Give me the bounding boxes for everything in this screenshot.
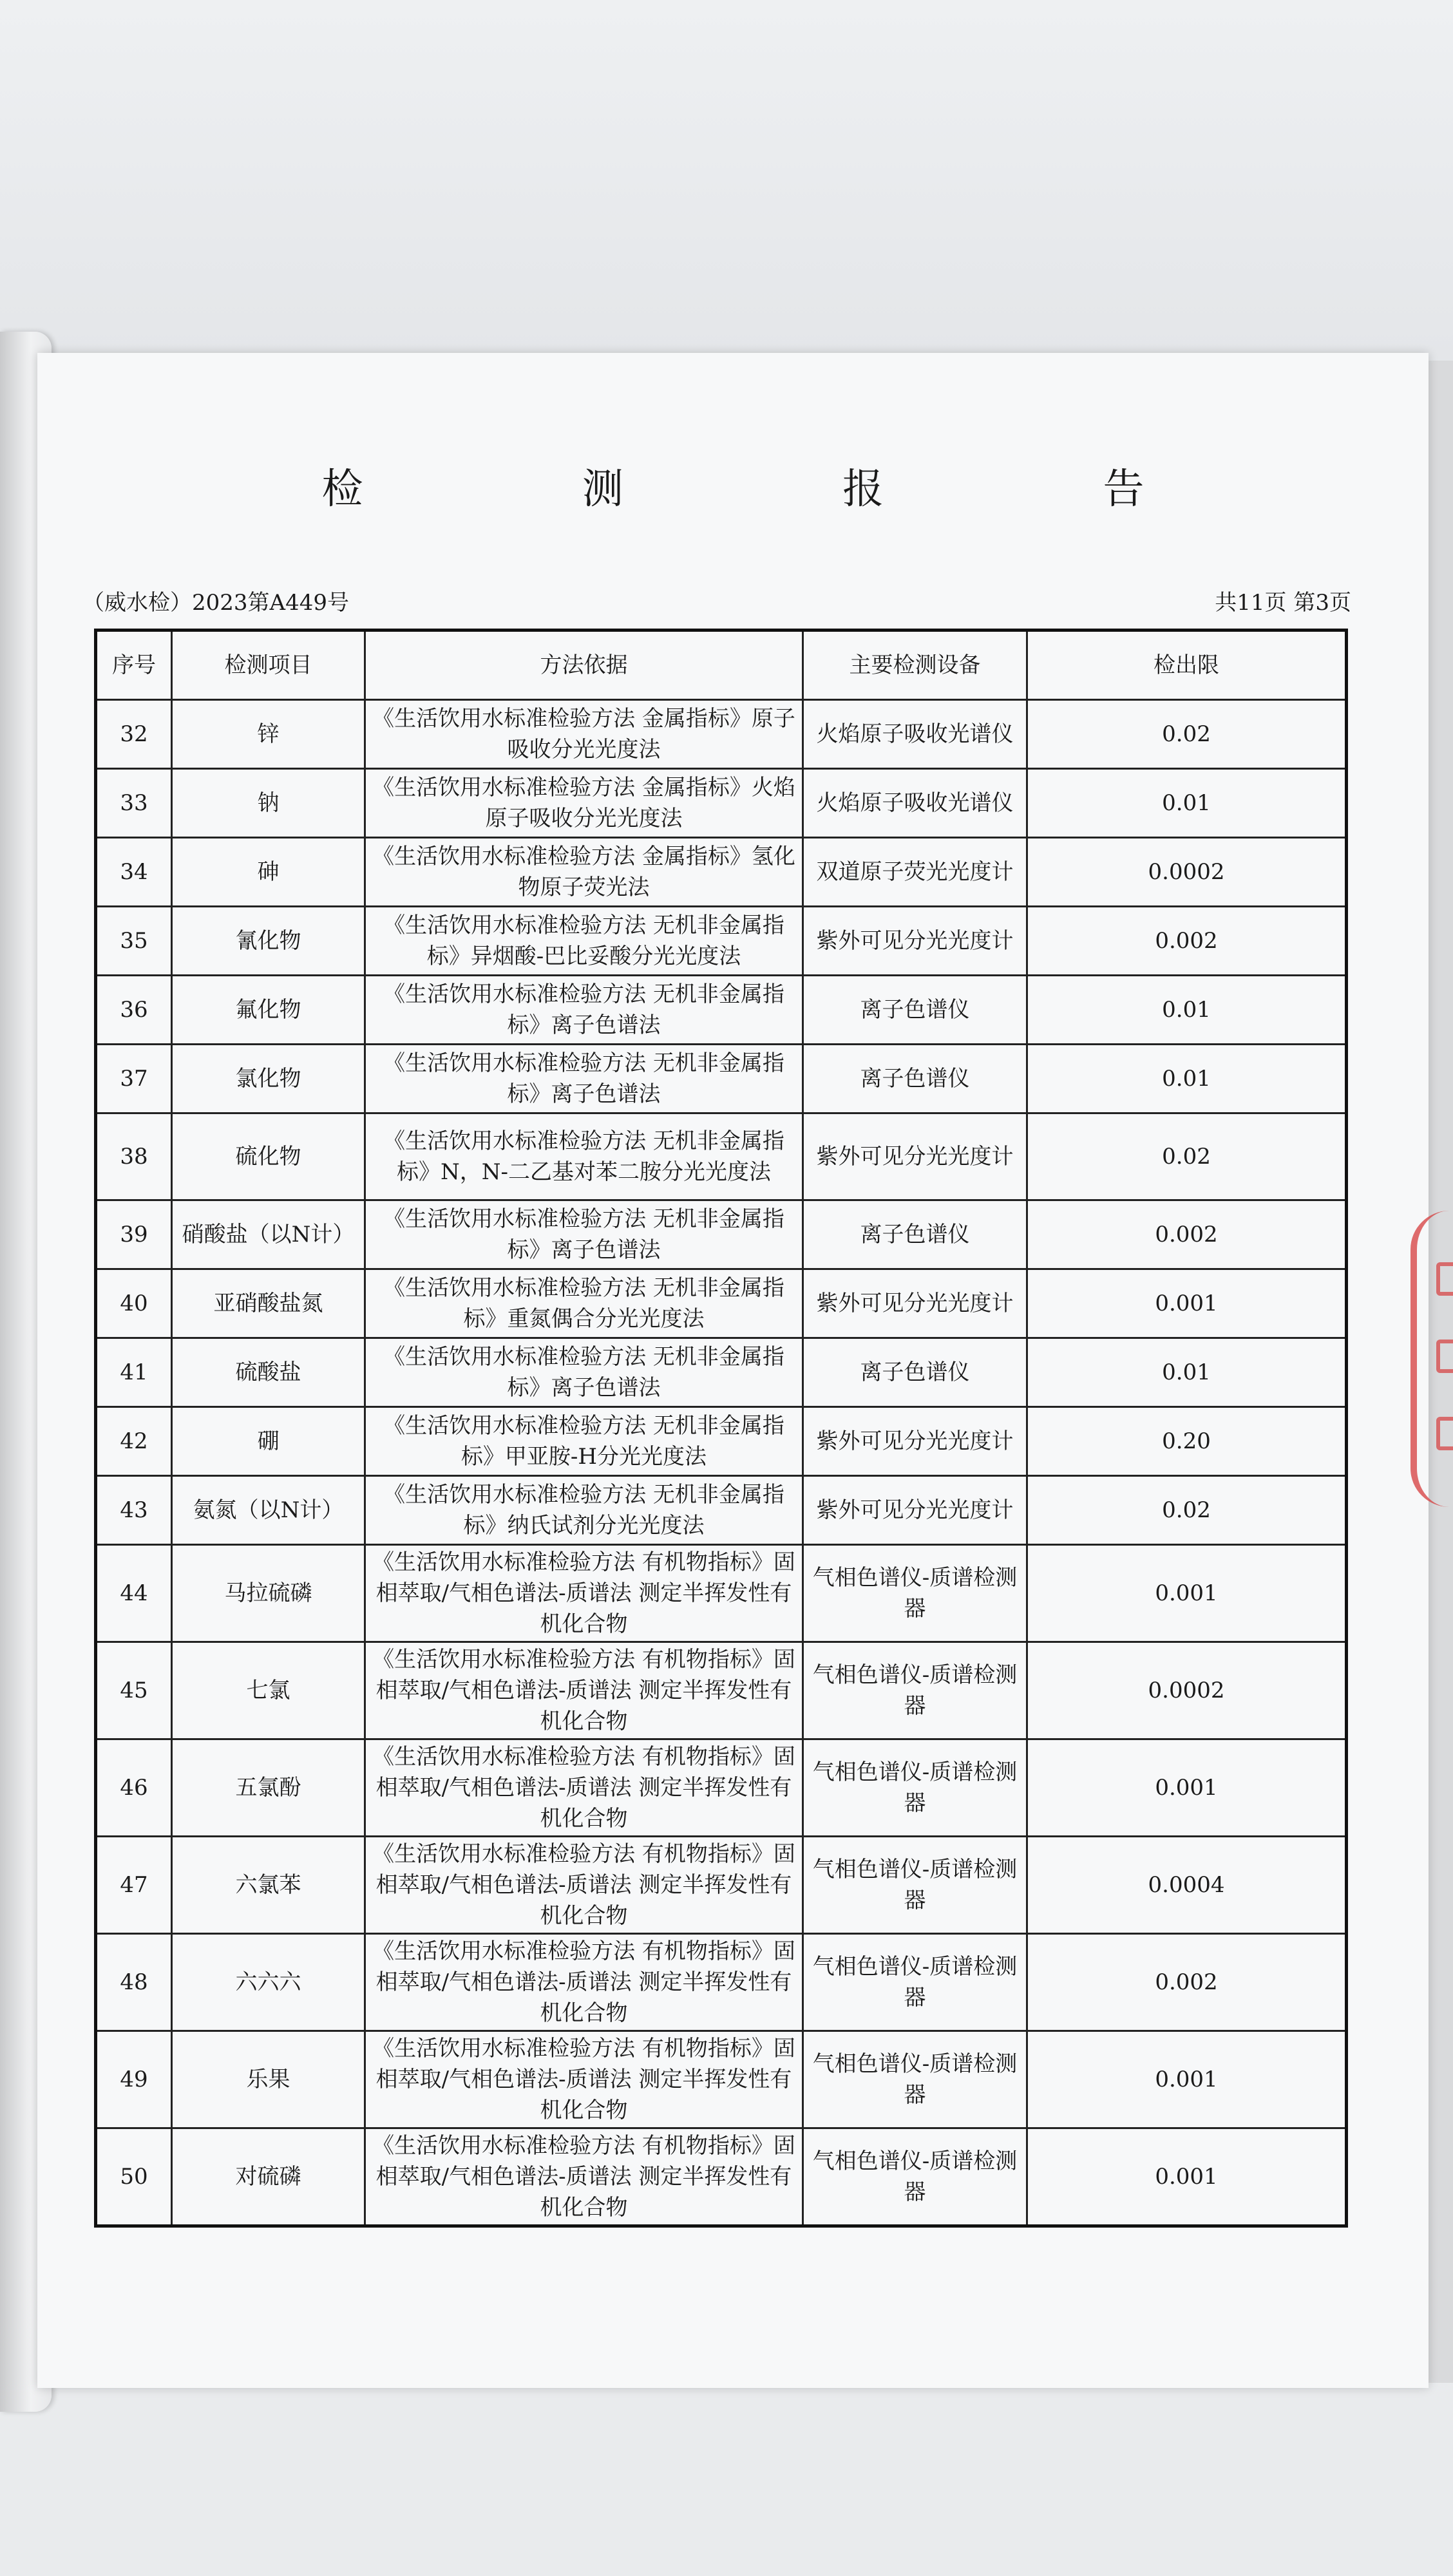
header-item: 检测项目 — [172, 630, 365, 700]
seal-mark — [1436, 1340, 1453, 1373]
table-row — [96, 2031, 1347, 2128]
cell-limit: 0.0004 — [1027, 1837, 1347, 1934]
cell-item: 对硫磷 — [172, 2128, 365, 2226]
cell-equipment: 气相色谱仪-质谱检测器 — [803, 1739, 1027, 1837]
cell-item: 氰化物 — [172, 907, 365, 976]
header-no: 序号 — [96, 630, 172, 700]
cell-method: 《生活饮用水标准检验方法 金属指标》火焰原子吸收分光光度法 — [365, 769, 803, 838]
header-method: 方法依据 — [365, 630, 803, 700]
page-title: 检 测 报 告 — [321, 466, 1248, 513]
table-row — [96, 700, 1347, 769]
cell-item: 氟化物 — [172, 976, 365, 1045]
cell-equipment: 离子色谱仪 — [803, 1200, 1027, 1269]
cell-limit: 0.01 — [1027, 1045, 1347, 1113]
cell-no: 37 — [96, 1045, 172, 1113]
table-row — [96, 1545, 1347, 1642]
cell-equipment: 气相色谱仪-质谱检测器 — [803, 1642, 1027, 1739]
cell-equipment: 离子色谱仪 — [803, 976, 1027, 1045]
cell-no: 35 — [96, 907, 172, 976]
table-row — [96, 1045, 1347, 1113]
cell-limit: 0.001 — [1027, 2128, 1347, 2226]
results-table — [94, 629, 1348, 2228]
cell-limit: 0.01 — [1027, 1338, 1347, 1407]
cell-item: 硫酸盐 — [172, 1338, 365, 1407]
cell-limit: 0.002 — [1027, 907, 1347, 976]
cell-item: 硼 — [172, 1407, 365, 1476]
cell-equipment: 紫外可见分光光度计 — [803, 1269, 1027, 1338]
cell-no: 41 — [96, 1338, 172, 1407]
report-number: （威水检）2023第A449号 — [82, 590, 349, 616]
cell-item: 砷 — [172, 838, 365, 907]
table-row — [96, 1837, 1347, 1934]
cell-method: 《生活饮用水标准检验方法 无机非金属指标》重氮偶合分光光度法 — [365, 1269, 803, 1338]
cell-limit: 0.02 — [1027, 1476, 1347, 1545]
cell-no: 49 — [96, 2031, 172, 2128]
cell-method: 《生活饮用水标准检验方法 有机物指标》固相萃取/气相色谱法-质谱法 测定半挥发性有机化合物 — [365, 1739, 803, 1837]
report-page — [37, 353, 1429, 2388]
cell-equipment: 双道原子荧光光度计 — [803, 838, 1027, 907]
cell-method: 《生活饮用水标准检验方法 有机物指标》固相萃取/气相色谱法-质谱法 测定半挥发性有机化合物 — [365, 1837, 803, 1934]
cell-method: 《生活饮用水标准检验方法 无机非金属指标》离子色谱法 — [365, 1338, 803, 1407]
cell-item: 马拉硫磷 — [172, 1545, 365, 1642]
cell-method: 《生活饮用水标准检验方法 无机非金属指标》离子色谱法 — [365, 1045, 803, 1113]
cell-limit: 0.001 — [1027, 1269, 1347, 1338]
page-indicator: 共11页 第3页 — [1215, 590, 1351, 616]
header-limit: 检出限 — [1027, 630, 1347, 700]
cell-method: 《生活饮用水标准检验方法 有机物指标》固相萃取/气相色谱法-质谱法 测定半挥发性有机化合物 — [365, 1545, 803, 1642]
cell-method: 《生活饮用水标准检验方法 无机非金属指标》甲亚胺-H分光光度法 — [365, 1407, 803, 1476]
table-row — [96, 1642, 1347, 1739]
table-row — [96, 1739, 1347, 1837]
cell-method: 《生活饮用水标准检验方法 有机物指标》固相萃取/气相色谱法-质谱法 测定半挥发性有机化合物 — [365, 2128, 803, 2226]
cell-no: 33 — [96, 769, 172, 838]
table-body — [96, 700, 1347, 2226]
cell-item: 五氯酚 — [172, 1739, 365, 1837]
cell-no: 32 — [96, 700, 172, 769]
cell-limit: 0.001 — [1027, 2031, 1347, 2128]
cell-method: 《生活饮用水标准检验方法 有机物指标》固相萃取/气相色谱法-质谱法 测定半挥发性有机化合物 — [365, 1642, 803, 1739]
table-row — [96, 1269, 1347, 1338]
table-row — [96, 976, 1347, 1045]
cell-limit: 0.02 — [1027, 700, 1347, 769]
cell-no: 34 — [96, 838, 172, 907]
cell-item: 氨氮（以N计） — [172, 1476, 365, 1545]
cell-limit: 0.0002 — [1027, 1642, 1347, 1739]
cell-no: 42 — [96, 1407, 172, 1476]
background-surface-bottom — [0, 2383, 1453, 2576]
seal-mark — [1436, 1262, 1453, 1296]
cell-item: 硝酸盐（以N计） — [172, 1200, 365, 1269]
cell-item: 氯化物 — [172, 1045, 365, 1113]
cell-no: 39 — [96, 1200, 172, 1269]
cell-limit: 0.001 — [1027, 1545, 1347, 1642]
cell-item: 硫化物 — [172, 1113, 365, 1200]
table-row — [96, 1200, 1347, 1269]
cell-limit: 0.01 — [1027, 769, 1347, 838]
cell-equipment: 紫外可见分光光度计 — [803, 907, 1027, 976]
cell-equipment: 气相色谱仪-质谱检测器 — [803, 1837, 1027, 1934]
cell-no: 47 — [96, 1837, 172, 1934]
red-seal-stamp — [1410, 1211, 1453, 1507]
cell-item: 钠 — [172, 769, 365, 838]
cell-method: 《生活饮用水标准检验方法 金属指标》氢化物原子荧光法 — [365, 838, 803, 907]
cell-no: 43 — [96, 1476, 172, 1545]
cell-item: 七氯 — [172, 1642, 365, 1739]
cell-method: 《生活饮用水标准检验方法 无机非金属指标》离子色谱法 — [365, 1200, 803, 1269]
table-row — [96, 1113, 1347, 1200]
cell-no: 48 — [96, 1934, 172, 2031]
seal-mark — [1436, 1417, 1453, 1450]
cell-limit: 0.20 — [1027, 1407, 1347, 1476]
background-surface — [0, 0, 1453, 361]
cell-equipment: 气相色谱仪-质谱检测器 — [803, 1545, 1027, 1642]
cell-method: 《生活饮用水标准检验方法 无机非金属指标》纳氏试剂分光光度法 — [365, 1476, 803, 1545]
cell-equipment: 火焰原子吸收光谱仪 — [803, 700, 1027, 769]
table-row — [96, 1934, 1347, 2031]
table-row — [96, 769, 1347, 838]
cell-limit: 0.0002 — [1027, 838, 1347, 907]
cell-method: 《生活饮用水标准检验方法 无机非金属指标》N，N-二乙基对苯二胺分光光度法 — [365, 1113, 803, 1200]
cell-equipment: 紫外可见分光光度计 — [803, 1407, 1027, 1476]
table-header-row — [96, 630, 1347, 700]
cell-item: 六六六 — [172, 1934, 365, 2031]
table-row — [96, 838, 1347, 907]
cell-no: 40 — [96, 1269, 172, 1338]
cell-no: 38 — [96, 1113, 172, 1200]
cell-equipment: 紫外可见分光光度计 — [803, 1476, 1027, 1545]
cell-method: 《生活饮用水标准检验方法 有机物指标》固相萃取/气相色谱法-质谱法 测定半挥发性有机化合物 — [365, 2031, 803, 2128]
cell-item: 亚硝酸盐氮 — [172, 1269, 365, 1338]
cell-method: 《生活饮用水标准检验方法 无机非金属指标》离子色谱法 — [365, 976, 803, 1045]
table-row — [96, 1338, 1347, 1407]
table-row — [96, 1407, 1347, 1476]
cell-equipment: 气相色谱仪-质谱检测器 — [803, 2128, 1027, 2226]
cell-equipment: 离子色谱仪 — [803, 1338, 1027, 1407]
cell-no: 50 — [96, 2128, 172, 2226]
cell-item: 六氯苯 — [172, 1837, 365, 1934]
cell-item: 乐果 — [172, 2031, 365, 2128]
cell-method: 《生活饮用水标准检验方法 有机物指标》固相萃取/气相色谱法-质谱法 测定半挥发性有机化合物 — [365, 1934, 803, 2031]
cell-item: 锌 — [172, 700, 365, 769]
cell-method: 《生活饮用水标准检验方法 无机非金属指标》异烟酸-巴比妥酸分光光度法 — [365, 907, 803, 976]
table-row — [96, 1476, 1347, 1545]
table-row — [96, 907, 1347, 976]
cell-equipment: 气相色谱仪-质谱检测器 — [803, 2031, 1027, 2128]
cell-limit: 0.002 — [1027, 1200, 1347, 1269]
cell-no: 36 — [96, 976, 172, 1045]
cell-equipment: 紫外可见分光光度计 — [803, 1113, 1027, 1200]
cell-no: 46 — [96, 1739, 172, 1837]
table-row — [96, 2128, 1347, 2226]
cell-limit: 0.002 — [1027, 1934, 1347, 2031]
cell-equipment: 火焰原子吸收光谱仪 — [803, 769, 1027, 838]
cell-no: 44 — [96, 1545, 172, 1642]
cell-no: 45 — [96, 1642, 172, 1739]
cell-limit: 0.01 — [1027, 976, 1347, 1045]
header-equipment: 主要检测设备 — [803, 630, 1027, 700]
cell-limit: 0.02 — [1027, 1113, 1347, 1200]
cell-method: 《生活饮用水标准检验方法 金属指标》原子吸收分光光度法 — [365, 700, 803, 769]
cell-equipment: 气相色谱仪-质谱检测器 — [803, 1934, 1027, 2031]
cell-limit: 0.001 — [1027, 1739, 1347, 1837]
cell-equipment: 离子色谱仪 — [803, 1045, 1027, 1113]
